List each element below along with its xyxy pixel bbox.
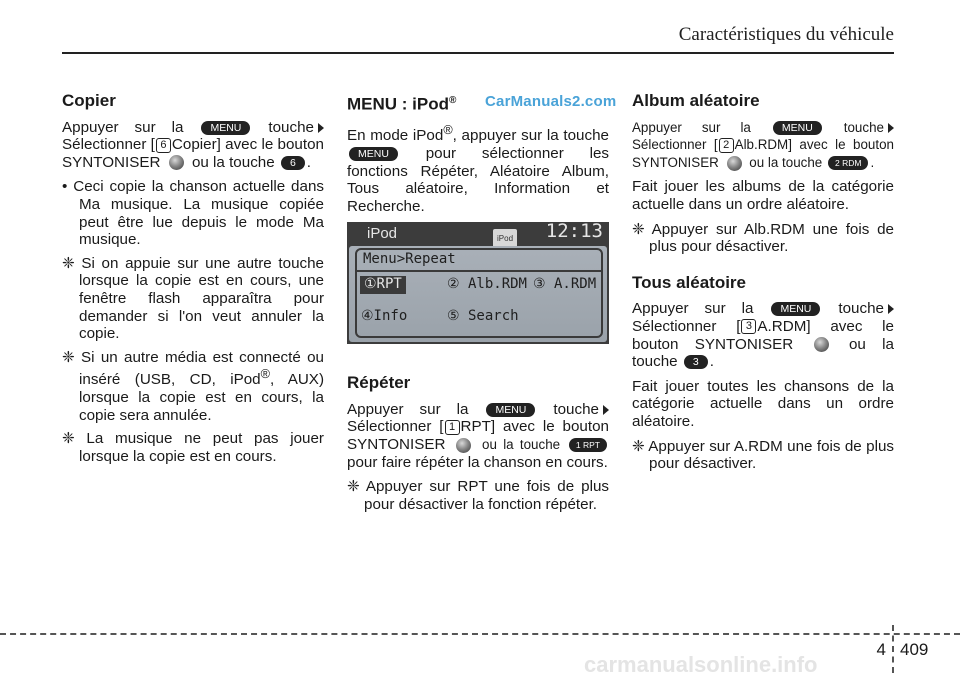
ipod-badge: iPod <box>493 229 517 249</box>
screen-option-info: ④Info <box>361 308 408 325</box>
number-6-icon: 6 <box>156 138 171 153</box>
heading-copier: Copier <box>62 91 116 110</box>
heading-album-aleatoire: Album aléatoire <box>632 91 760 110</box>
header-rule <box>62 52 894 54</box>
footer-rule <box>0 633 960 635</box>
watermark-link[interactable]: CarManuals2.com <box>485 93 617 110</box>
heading-menu-ipod: MENU : iPod® <box>347 94 457 114</box>
column-aleatoire <box>632 92 894 479</box>
album-aleatoire-note: ❈ Appuyer sur Alb.RDM une fois de plus pour désactiver. <box>632 220 894 256</box>
screen-source-label: iPod <box>367 225 398 243</box>
footer-separator <box>892 625 894 673</box>
heading-repeter: Répéter <box>347 373 411 393</box>
copier-bullet: • Ceci copie la chanson actuelle dans Ma musique. La musique copiée peut être lue depuis le mode Ma musique. <box>62 178 324 249</box>
menu-key-icon: MENU <box>486 403 535 417</box>
screen-menu-box <box>355 248 603 338</box>
tous-aleatoire-note: ❈ Appuyer sur A.RDM une fois de plus pour désactiver. <box>632 437 894 473</box>
arrow-right-icon <box>888 304 894 314</box>
number-2-icon: 2 <box>719 138 734 153</box>
screen-option-search: ⑤ Search <box>447 308 519 325</box>
screen-panel <box>349 246 607 342</box>
menu-key-icon: MENU <box>201 121 250 135</box>
album-aleatoire-instructions: Appuyer sur la MENU touche Sélectionner [ 2 Alb.RDM] avec le bouton SYNTONISER ou la touche 2 RDM . <box>632 119 894 170</box>
tous-aleatoire-description: Fait jouer toutes les chansons de la catégorie actuelle dans un ordre aléatoire. <box>632 377 894 430</box>
screen-option-alb-rdm: ② Alb.RDM <box>447 276 527 293</box>
heading-tous-aleatoire: Tous aléatoire <box>632 272 746 292</box>
number-1-icon: 1 <box>445 420 460 435</box>
key-3-icon: 3 <box>684 355 708 369</box>
key-1-rpt-icon: 1 RPT <box>569 438 607 452</box>
column-ipod-menu <box>347 92 609 519</box>
key-2-rdm-icon: 2 RDM <box>828 156 868 170</box>
arrow-right-icon <box>603 405 609 415</box>
copier-note-3: ❈ La musique ne peut pas jouer lorsque la copie est en cours. <box>62 430 324 465</box>
tune-knob-icon <box>814 337 829 352</box>
ipod-screen-image <box>347 222 609 344</box>
number-3-icon: 3 <box>741 319 756 334</box>
menu-key-icon: MENU <box>349 147 398 161</box>
arrow-right-icon <box>318 123 324 133</box>
screen-clock: 12:13 <box>545 220 603 243</box>
tune-knob-icon <box>727 156 742 171</box>
menu-key-icon: MENU <box>773 121 822 135</box>
copier-note-2: ❈ Si un autre média est connecté ou inséré (USB, CD, iPod®, AUX) lorsque la copie est en cours, la copie sera annulée. <box>62 348 324 424</box>
menu-ipod-instructions: En mode iPod®, appuyer sur la touche MENU pour sélectionner les fonctions Répéter, Aléatoire Album, Tous aléatoire, Information et Recherche. <box>347 123 609 215</box>
repeter-note: ❈ Appuyer sur RPT une fois de plus pour désactiver la fonction répéter. <box>347 478 609 513</box>
screen-divider <box>357 270 601 272</box>
chapter-number: 4 <box>876 640 886 659</box>
arrow-right-icon <box>888 123 894 133</box>
menu-key-icon: MENU <box>771 302 820 316</box>
screen-breadcrumb: Menu>Repeat <box>363 251 456 268</box>
column-copier <box>62 92 324 471</box>
page-number: 409 <box>900 640 929 659</box>
screen-option-rpt: ①RPT <box>360 276 406 294</box>
tous-aleatoire-instructions: Appuyer sur la MENU touche Sélectionner [ 3 A.RDM] avec le bouton SYNTONISER ou la touche 3 . <box>632 300 895 371</box>
screen-status-bar <box>347 222 609 244</box>
copier-note-1: ❈ Si on appuie sur une autre touche lorsque la copie est en cours, une fenêtre flash apparaîtra pour demander si l'on veut annuler la copie. <box>62 254 324 343</box>
repeter-instructions: Appuyer sur la MENU touche Sélectionner [ 1 RPT] avec le bouton SYNTONISER ou la touche 1 RPT pour faire répéter la chanson en cours. <box>347 400 609 471</box>
album-aleatoire-description: Fait jouer les albums de la catégorie actuelle dans un ordre aléatoire. <box>632 178 894 213</box>
key-6-icon: 6 <box>281 156 305 170</box>
copier-instructions: Appuyer sur la MENU touche Sélectionner [ 6 Copier] avec le bouton SYNTONISER ou la touche 6 . <box>62 118 324 171</box>
tune-knob-icon <box>456 438 471 453</box>
screen-option-a-rdm: ③ A.RDM <box>533 276 597 293</box>
tune-knob-icon <box>169 155 184 170</box>
footer-watermark: carmanualsonline.info <box>584 652 818 677</box>
page-header-title: Caractéristiques du véhicule <box>678 24 894 45</box>
